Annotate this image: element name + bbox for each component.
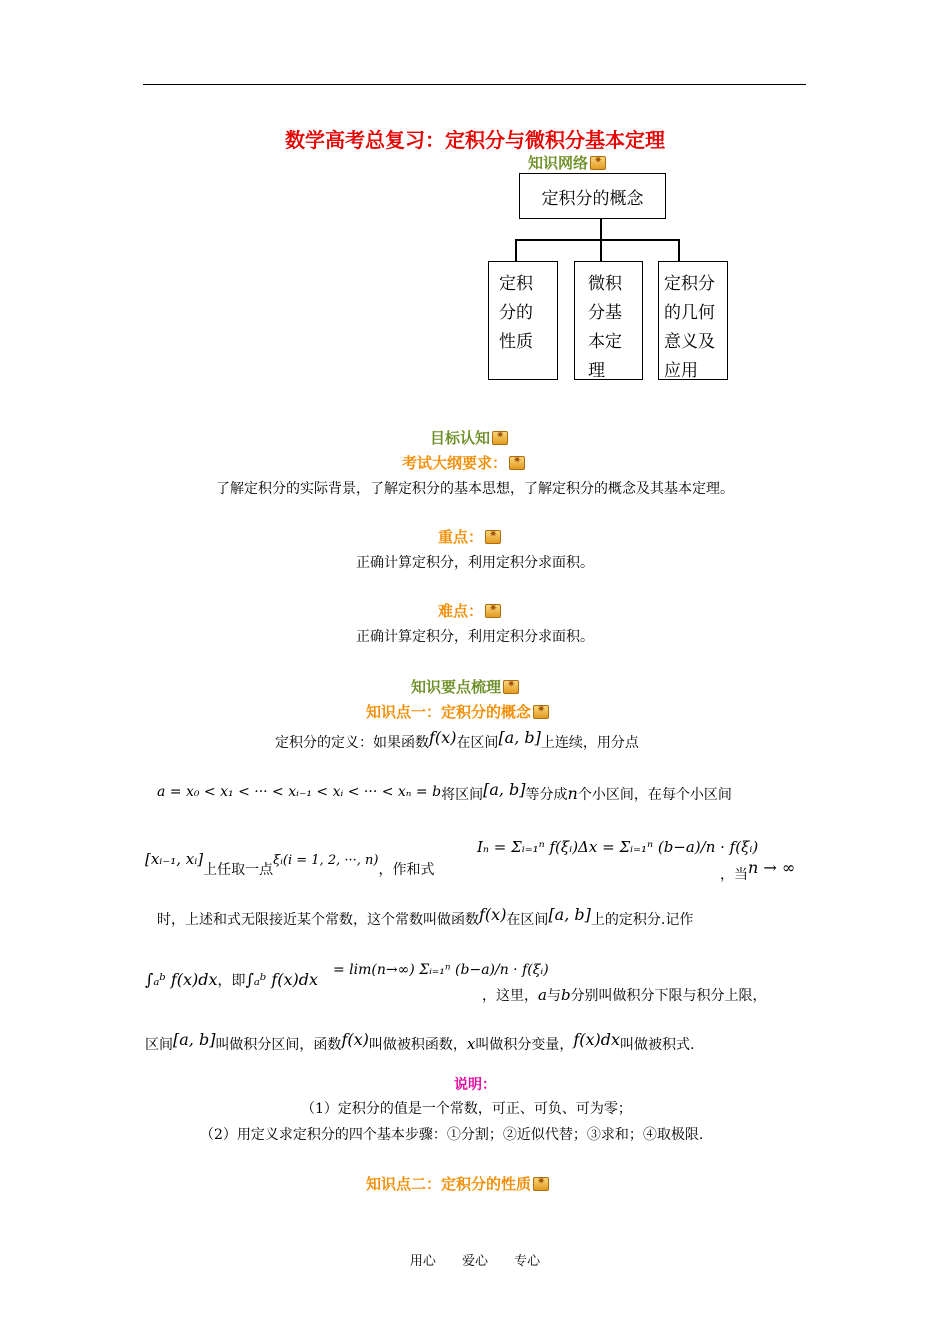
folder-icon [533, 705, 549, 719]
definition-line-6 [145, 1030, 695, 1054]
point1-heading-text: 知识点一：定积分的概念 [366, 703, 532, 721]
text-fragment: 将区间 [441, 787, 484, 803]
text-fragment: 在区间 [506, 912, 549, 928]
goals-heading-text: 目标认知 [430, 429, 491, 447]
text-fragment: 上的定积分.记作 [590, 912, 694, 928]
math-fxdx: f(x)dx [573, 1030, 621, 1049]
math-integral: ∫ₐᵇ f(x)dx [245, 970, 319, 989]
connector-left [515, 239, 517, 261]
text-fragment: ，当 [720, 867, 748, 883]
point1-heading [366, 701, 549, 722]
text-fragment: 上连续，用分点 [540, 735, 639, 751]
key-text: 正确计算定积分，利用定积分求面积。 [356, 555, 594, 571]
goals-heading [430, 427, 508, 448]
math-interval: [a, b] [548, 905, 591, 924]
folder-icon [533, 1177, 549, 1191]
math-a: a [538, 986, 547, 1004]
folder-icon [492, 431, 508, 445]
note-heading: 说明： [454, 1077, 496, 1093]
math-integral: ∫ₐᵇ f(x)dx [145, 970, 218, 989]
math-x: x [466, 1035, 476, 1053]
definition-line-5 [145, 970, 318, 990]
text-fragment: 在区间 [456, 735, 499, 751]
text-fragment: 区间 [145, 1037, 173, 1053]
text-fragment: ，作和式 [378, 862, 435, 878]
math-fx: f(x) [429, 728, 457, 747]
text-fragment: 时，上述和式无限接近某个常数，这个常数叫做函数 [157, 912, 479, 928]
math-interval: [a, b] [483, 780, 526, 799]
definition-line-1 [275, 728, 639, 752]
connector-trunk [600, 219, 602, 239]
text-fragment: 个小区间，在每个小区间 [577, 787, 732, 803]
header-rule [143, 84, 806, 85]
text-fragment: 上任取一点 [203, 862, 274, 878]
math-n-infinity: n → ∞ [748, 858, 796, 877]
network-heading-text: 知识网络 [528, 154, 589, 172]
connector-bar [515, 239, 679, 241]
connector-right [678, 239, 680, 261]
definition-line-4 [157, 905, 693, 929]
difficulty-heading [438, 600, 501, 621]
page-title: 数学高考总复习：定积分与微积分基本定理 [285, 128, 665, 152]
connector-middle [600, 239, 602, 261]
fundamental-theorem-box: 微积 分基 本定 理 [574, 261, 643, 380]
folder-icon [503, 680, 519, 694]
math-fx: f(x) [341, 1030, 369, 1049]
math-b: b [560, 986, 571, 1004]
folder-icon [485, 604, 501, 618]
key-heading [438, 526, 501, 547]
math-interval: [a, b] [498, 728, 541, 747]
math-interval: [a, b] [173, 1030, 216, 1049]
key-heading-text: 重点： [438, 528, 484, 546]
difficulty-text: 正确计算定积分，利用定积分求面积。 [356, 629, 594, 645]
text-fragment: 叫做积分变量， [475, 1037, 574, 1053]
math-sum-formula: Iₙ = Σᵢ₌₁ⁿ f(ξᵢ)Δx = Σᵢ₌₁ⁿ (b−a)/n · f(ξᵢ) [477, 838, 759, 856]
text-fragment: 分别叫做积分下限与积分上限， [570, 988, 767, 1004]
text-fragment: 叫做被积函数， [368, 1037, 467, 1053]
folder-icon [485, 530, 501, 544]
text-fragment: 叫做积分区间，函数 [215, 1037, 342, 1053]
math-partition: a = x₀ < x₁ < ··· < xᵢ₋₁ < xᵢ < ··· < xₙ = b [157, 784, 442, 800]
definition-line-5b [482, 985, 767, 1005]
definition-line-2 [157, 780, 732, 804]
math-xi-point: ξᵢ(i = 1, 2, ···, n) [273, 853, 379, 868]
knowledge-heading-text: 知识要点梳理 [411, 678, 502, 696]
concept-box [519, 173, 666, 219]
text-fragment: ，即 [217, 973, 246, 989]
folder-icon [590, 156, 606, 170]
syllabus-heading [402, 452, 525, 473]
text-fragment: 等分成 [525, 787, 568, 803]
folder-icon [509, 456, 525, 470]
note-2: （2）用定义求定积分的四个基本步骤：①分割；②近似代替；③求和；④取极限. [200, 1127, 704, 1143]
math-n: n [567, 784, 578, 803]
point2-heading-text: 知识点二：定积分的性质 [366, 1175, 532, 1193]
knowledge-heading [411, 676, 519, 697]
text-fragment: 与 [546, 988, 561, 1004]
text-fragment: 叫做被积式. [620, 1037, 695, 1053]
page-footer: 用心 爱心 专心 [409, 1254, 541, 1269]
math-subinterval: [xᵢ₋₁, xᵢ] [145, 850, 204, 868]
text-fragment: ，这里， [482, 988, 538, 1004]
geometric-meaning-box: 定积分 的几何 意义及 应用 [658, 261, 728, 380]
text-fragment: 定积分的定义：如果函数 [275, 735, 429, 751]
network-heading [528, 152, 606, 173]
properties-box: 定积 分的 性质 [488, 261, 558, 380]
math-fx: f(x) [479, 905, 507, 924]
math-limit-formula: = lim(n→∞) Σᵢ₌₁ⁿ (b−a)/n · f(ξᵢ) [333, 962, 549, 978]
note-1: （1）定积分的值是一个常数，可正、可负、可为零； [301, 1101, 632, 1117]
difficulty-heading-text: 难点： [438, 602, 484, 620]
syllabus-text: 了解定积分的实际背景，了解定积分的基本思想，了解定积分的概念及其基本定理。 [216, 481, 734, 497]
point2-heading [366, 1173, 549, 1194]
definition-when [720, 858, 795, 884]
syllabus-heading-text: 考试大纲要求： [402, 454, 508, 472]
definition-line-3 [145, 850, 434, 879]
concept-box-label: 定积分的概念 [541, 188, 644, 209]
